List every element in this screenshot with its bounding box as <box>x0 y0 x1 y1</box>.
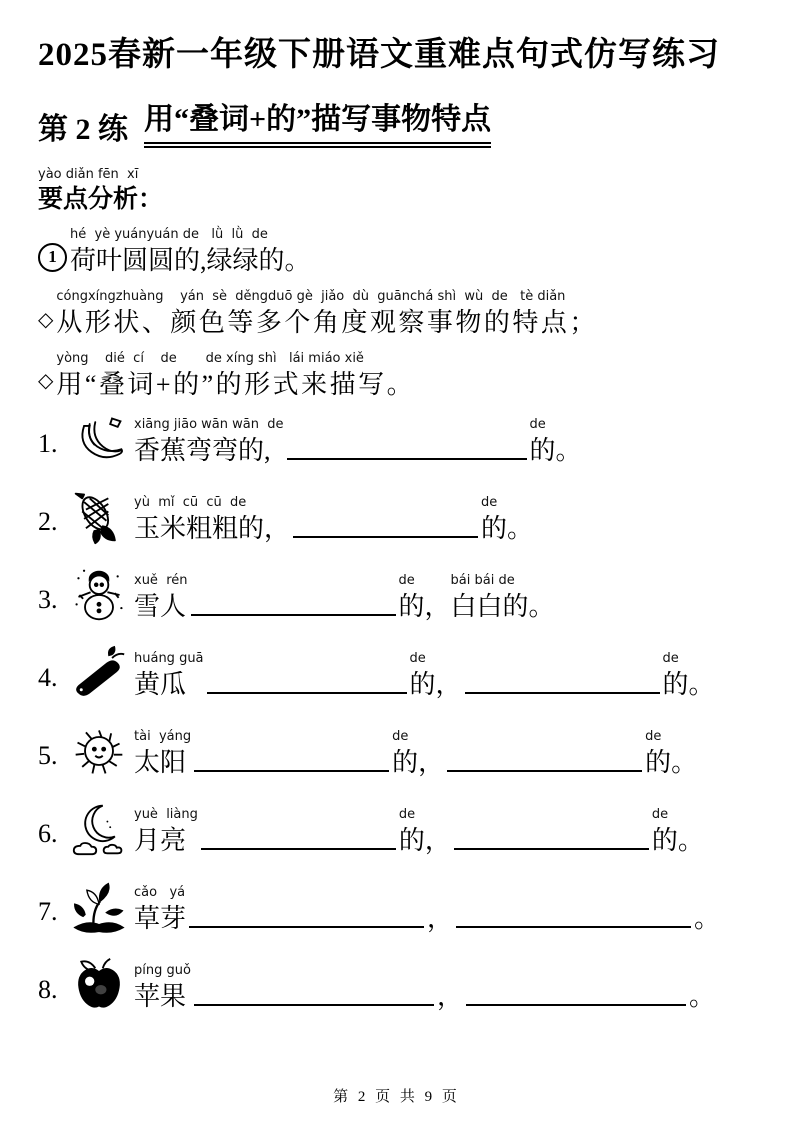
phrase-segment <box>134 496 290 546</box>
snowman-icon <box>70 567 128 623</box>
cucumber-icon <box>70 645 128 701</box>
chinese-text: 的， <box>398 825 451 855</box>
phrase-segment <box>645 730 697 780</box>
pinyin-label: yuè liàng <box>134 806 198 822</box>
phrase-segment <box>399 808 451 858</box>
chinese-text: 的。 <box>651 825 704 855</box>
answer-blank[interactable] <box>466 976 686 1006</box>
phrase-segment <box>134 808 198 858</box>
item-number: 1. <box>38 429 58 459</box>
phrase-segment <box>392 730 444 780</box>
phrase-segment <box>427 886 453 936</box>
phrase-segment <box>410 652 462 702</box>
diamond-bullet-icon: ◇ <box>38 370 54 393</box>
exercise-list <box>38 411 755 1013</box>
item-number: 7. <box>38 897 58 927</box>
phrase-segment <box>134 964 191 1014</box>
pinyin-label: de <box>392 728 409 744</box>
answer-blank[interactable] <box>447 742 642 772</box>
exercise-row <box>38 489 755 545</box>
pinyin-label: cóngxíngzhuàng yán sè děngduō gè jiǎo dù guānchá shì wù de tè diǎn <box>56 288 566 304</box>
exercise-row <box>38 957 755 1013</box>
chinese-text: 的。 <box>662 669 715 699</box>
exercise-row <box>38 567 755 623</box>
chinese-text: 月亮 <box>134 825 187 855</box>
chinese-text: 草芽 <box>134 903 187 933</box>
chinese-text: 的， <box>398 591 451 621</box>
pinyin-label: bái bái de <box>450 572 515 588</box>
answer-blank[interactable] <box>189 898 424 928</box>
item-number: 5. <box>38 741 58 771</box>
phrase-segment <box>451 574 555 624</box>
answer-blank[interactable] <box>465 664 660 694</box>
example-sentence <box>38 228 755 278</box>
answer-blank[interactable] <box>194 742 389 772</box>
phrase-segment <box>652 808 704 858</box>
phrase-segment <box>689 964 715 1014</box>
analysis-point <box>38 290 755 340</box>
item-number: 8. <box>38 975 58 1005</box>
answer-blank[interactable] <box>207 664 407 694</box>
pinyin-label: tài yáng <box>134 728 192 744</box>
pinyin-label: de <box>529 416 546 432</box>
point-text: 从形状、颜色等多个角度观察事物的特点； <box>56 307 598 337</box>
pinyin-label: de <box>645 728 662 744</box>
exercise-row <box>38 645 755 701</box>
analysis-point <box>38 352 755 402</box>
lesson-topic: 用“叠词+的”描写事物特点 <box>144 94 491 148</box>
phrase-segment <box>530 418 582 468</box>
exercise-row <box>38 723 755 779</box>
analysis-heading-text: 要点分析： <box>38 185 164 213</box>
answer-blank[interactable] <box>456 898 691 928</box>
pinyin-label: de <box>398 572 415 588</box>
exercise-row <box>38 411 755 467</box>
chinese-text: ， <box>427 903 454 933</box>
chinese-text: 。 <box>688 981 715 1011</box>
chinese-text: 香蕉弯弯的, <box>134 435 271 465</box>
exercise-row <box>38 879 755 935</box>
phrase-segment <box>134 418 284 468</box>
chinese-text: 白白的。 <box>450 591 555 621</box>
answer-blank[interactable] <box>191 586 396 616</box>
chinese-text: 的。 <box>645 747 698 777</box>
point-phrase <box>56 352 415 402</box>
diamond-bullet-icon: ◇ <box>38 308 54 331</box>
phrase-segment <box>481 496 533 546</box>
moon-icon <box>70 801 128 857</box>
pinyin-label: xiāng jiāo wān wān de <box>134 416 284 432</box>
banana-icon <box>70 411 128 467</box>
answer-blank[interactable] <box>201 820 396 850</box>
pinyin-label: de <box>398 806 416 822</box>
pinyin-label: de <box>409 650 426 666</box>
phrase-segment <box>134 574 188 624</box>
pinyin-label: xuě rén <box>134 572 188 588</box>
circled-one-marker: 1 <box>38 243 67 272</box>
pinyin-label: yào diǎn fēn xī <box>38 166 139 182</box>
chinese-text: 玉米粗粗的， <box>134 513 291 543</box>
phrase-segment <box>437 964 463 1014</box>
chinese-text: 太阳 <box>134 747 187 777</box>
phrase-segment <box>399 574 451 624</box>
apple-icon <box>70 957 128 1013</box>
pinyin-label: huáng guā <box>134 650 204 666</box>
answer-blank[interactable] <box>287 430 527 460</box>
chinese-text: 的， <box>392 747 445 777</box>
point-phrase <box>56 290 598 340</box>
chinese-text: ， <box>436 981 463 1011</box>
phrase-segment <box>134 652 204 702</box>
phrase-segment <box>134 886 186 936</box>
sprout-icon <box>70 879 128 935</box>
example-phrase <box>70 228 311 278</box>
chinese-text: 的。 <box>481 513 534 543</box>
phrase-segment <box>694 886 720 936</box>
item-number: 6. <box>38 819 58 849</box>
page-title: 2025春新一年级下册语文重难点句式仿写练习 <box>38 37 720 73</box>
corn-icon <box>70 489 128 545</box>
item-number: 2. <box>38 507 58 537</box>
answer-blank[interactable] <box>194 976 434 1006</box>
point-text: 用“叠词+的”的形式来描写。 <box>56 369 416 399</box>
chinese-text: 。 <box>694 903 721 933</box>
answer-blank[interactable] <box>293 508 478 538</box>
pinyin-label: yòng dié cí de de xíng shì lái miáo xiě <box>56 350 364 366</box>
sun-icon <box>70 723 128 779</box>
answer-blank[interactable] <box>454 820 649 850</box>
example-text: 荷叶圆圆的,绿绿的。 <box>70 246 311 276</box>
chinese-text: 的。 <box>529 435 582 465</box>
pinyin-label: de <box>651 806 669 822</box>
phrase-segment <box>134 730 191 780</box>
pinyin-label: píng guǒ <box>134 962 191 978</box>
page-footer: 第 2 页 共 9 页 <box>333 1089 460 1105</box>
analysis-heading <box>38 168 163 217</box>
chinese-text: 黄瓜 <box>134 669 187 699</box>
chinese-text: 的， <box>409 669 462 699</box>
lesson-label: 第 2 练 <box>38 112 128 146</box>
chinese-text: 雪人 <box>134 591 187 621</box>
chinese-text: 苹果 <box>134 981 187 1011</box>
phrase-segment <box>663 652 715 702</box>
lesson-subtitle <box>38 94 755 148</box>
pinyin-label: de <box>662 650 679 666</box>
exercise-row <box>38 801 755 857</box>
item-number: 3. <box>38 585 58 615</box>
pinyin-label: de <box>481 494 498 510</box>
pinyin-label: hé yè yuányuán de lǜ lǜ de <box>70 227 268 243</box>
pinyin-label: cǎo yá <box>134 884 186 900</box>
pinyin-label: yù mǐ cū cū de <box>134 494 247 510</box>
item-number: 4. <box>38 663 58 693</box>
